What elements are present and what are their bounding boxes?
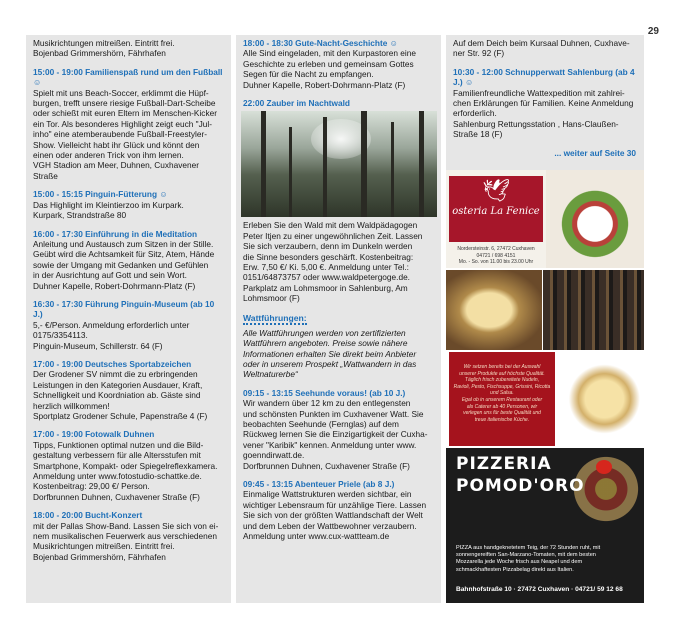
event-list (243, 38, 435, 90)
event-text-line: sowie der Umgang mit Gedanken und Gefühlen (33, 259, 209, 270)
event-text-line: Smartphone, Kompakt- oder Spiegelreflexkamera. (33, 460, 218, 471)
event-text-line: Einmalige Wattstrukturen werden sichtbar, ein (243, 489, 412, 500)
event-text-line: Show. Vielleicht habt ihr Glück und könnt den (33, 139, 200, 150)
event-title: 09:15 - 13:15 Seehunde voraus! (ab 10 J.) (243, 387, 406, 398)
event-item (33, 189, 225, 220)
watt-intro-line: Wattführern angeboten. Preise sowie nähere (243, 338, 408, 349)
event-item (243, 38, 435, 90)
event-text-line: chen Erklärungen für Familien. Keine Anmeldung (453, 98, 634, 109)
event-text-line: burgen, trefft unsere riesige Fußball-Dart-Scheibe (33, 98, 216, 109)
event-text-line: wichtiger Lebensraum für unzählige Tiere. Lassen (243, 499, 427, 510)
event-text-line: goenndirwatt.de. (243, 450, 305, 461)
pizzeria-text-line: Mozzarella jede Woche frisch aus Neapel und dem (456, 559, 583, 566)
event-item (33, 67, 225, 181)
event-text-line: ein Tor. Als besonderes Highlight zeigt euch "Jul- (33, 118, 212, 129)
event-text-line: VGH Stadion am Meer, Duhnen, Cuxhavener (33, 160, 200, 171)
event-text-line: Kurpark, Strandstraße 80 (33, 210, 127, 221)
page-number: 29 (647, 26, 659, 37)
event-text-line: Erleben Sie den Wald mit dem Waldpädagogen (243, 220, 418, 231)
event-title: 22:00 Zauber im Nachtwald (243, 98, 350, 109)
event-text-line: Segen für die Nacht zu empfangen. (243, 69, 374, 80)
food-photo (546, 170, 644, 268)
event-text-line: inho" eine atemberaubende Fußball-Freestyler- (33, 129, 208, 140)
pizzeria-address: Bahnhofstraße 10 · 27472 Cuxhaven · 04721/ 59 12 68 (456, 586, 623, 593)
event-text-line: Straße (33, 170, 58, 181)
ad-osteria-text (446, 352, 644, 448)
pizzeria-text-line: schmackhaftesten Pizzabelag direkt aus Italien. (456, 566, 574, 573)
event-text-line: und dem Leben der Wattbewohner verzaubern. (243, 520, 417, 531)
event-text-line: Straße 18 (F) (453, 129, 503, 140)
forest-photo (241, 111, 437, 217)
event-title: 17:00 - 19:00 Deutsches Sportabzeichen (33, 358, 192, 369)
event-title: 15:00 - 19:00 Familienspaß rund um den Fußball ☺ (33, 66, 223, 88)
osteria-text-line: als Caterer ab 40 Personen, wir (466, 403, 538, 410)
event-text-line: 0175/3354113. (33, 330, 88, 341)
watt-intro-line: Informationen erhalten Sie direkt beim Anbieter (243, 348, 417, 359)
event-item (33, 229, 225, 291)
event-text-line: Dorfbrunnen Duhnen, Cuxhavener Straße (F) (243, 460, 410, 471)
event-list (243, 388, 435, 542)
osteria-text-line: Ravioli, Pesto, Fischsuppe, Grissini, Ricotta (453, 383, 551, 390)
event-text-line: Wir wandern über 12 km zu den entlegensten (243, 398, 411, 409)
osteria-text-line: treue italienische Küche. (474, 416, 530, 423)
section-heading-wattfuehrungen: Wattführungen: (243, 312, 307, 323)
continued-link[interactable]: ... weiter auf Seite 30 (554, 147, 636, 158)
osteria-text-line: unserer Produkte auf höchste Qualität. (459, 370, 545, 377)
event-text-line: Duhner Kapelle, Robert-Dohrmann-Platz (F) (33, 280, 196, 291)
event-text-line: Sahlenburg Rettungsstation , Hans-Claußen- (453, 118, 619, 129)
osteria-name: osteria La Fenice (452, 206, 540, 217)
watt-intro-line: Alle Wattführungen werden von zertifizierten (243, 327, 406, 338)
osteria-text-line: Täglich frisch zubereitete Nudeln, (464, 377, 540, 384)
osteria-logo (449, 176, 543, 242)
event-text-line: 5,- €/Person. Anmeldung erforderlich unter (33, 319, 190, 330)
event-text-line: Parkplatz am Lohmsmoor in Sahlenburg, Am (243, 282, 408, 293)
ad-photos (446, 270, 644, 350)
intro-block: Auf dem Deich beim Kursaal Duhnen, Cuxhave- ner Str. 92 (F) (453, 38, 630, 59)
ad-block (446, 170, 644, 603)
ad-pizzeria (446, 448, 644, 603)
event-text-line: Kostenbeitrag: 29,00 €/ Person. (33, 481, 150, 492)
wine-bottles-photo (543, 270, 644, 350)
event-night-forest (243, 98, 435, 304)
column-1 (26, 35, 231, 603)
event-text-line: Sportplatz Grodener Schule, Papenstraße 4 (F) (33, 411, 208, 421)
event-text-line: Bojenbad Grimmershörn, Fährhafen (33, 551, 166, 562)
pasta-dish-photo (556, 352, 644, 446)
event-text-line: gestaltung verbessern für alle Altersstufen mit (33, 450, 201, 461)
event-title: 18:00 - 20:00 Bucht-Konzert (33, 510, 143, 521)
event-item (33, 359, 225, 421)
event-text-line: Rückweg lernen Sie die Einzigartigkeit der Cuxha- (243, 429, 428, 440)
event-text-line: beobachten Seehunde (Fernglas) auf dem (243, 418, 399, 429)
event-text-line: Tipps, Funktionen optimal nutzen und die Bild- (33, 439, 204, 450)
event-item (453, 67, 638, 140)
event-text-line: Spielt mit uns Beach-Soccer, erklimmt die Hüpf- (33, 87, 209, 98)
event-text-line: Erw. 7,50 €/ Ki. 5,00 €. Anmeldung unter Tel.: (243, 262, 409, 273)
event-text-line: nem musikalischen Feuerwerk aus verschiedenen (33, 531, 218, 542)
pizzeria-text-line: sonnengereiften San-Marzano-Tomaten, mit dem besten (456, 552, 596, 559)
event-text-line: Peter Itjen zu einer ungewöhnlichen Zeit. Lassen (243, 230, 423, 241)
event-title: 16:30 - 17:30 Führung Pinguin-Museum (ab 10 J.) (33, 298, 215, 320)
event-title: 18:00 - 18:30 Gute-Nacht-Geschichte ☺ (243, 38, 399, 48)
event-list (453, 67, 638, 140)
event-item (33, 510, 225, 562)
intro-block: Musikrichtungen mitreißen. Eintritt frei. Bojenbad Grimmershörn, Fährhafen (33, 38, 175, 59)
event-text-line: einen oder anderen Trick von ihm lernen. (33, 150, 184, 161)
event-text-line: und schönsten Punkten im Cuxhavener Watt. Sie (243, 408, 424, 419)
event-text-line: 0151/64873757 oder www.waldpetergoge.de. (243, 272, 410, 283)
event-text-line: Anleitung und Austausch zum Sitzen in der Stille. (33, 238, 214, 249)
event-item (33, 299, 225, 351)
osteria-info: Nordersteinstr. 6, 27472 Cuxhaven 04721 / 698 4151 Mo. - So. von 11.00 bis 23.00 Uhr (457, 246, 535, 265)
event-text-line: Leistungen in den Kategorien Ausdauer, Kraft, (33, 379, 203, 390)
event-title: 15:00 - 15:15 Pinguin-Fütterung ☺ (33, 189, 168, 200)
pizzeria-title: PIZZERIA (456, 454, 552, 474)
osteria-text-line: verlegen uns für beste Qualität und (463, 410, 541, 417)
event-item (243, 479, 435, 541)
event-text-line: in der Ausrichtung auf Gott und sein Wort. (33, 270, 187, 281)
osteria-text-line: Wir setzen bereits bei der Auswahl (463, 364, 541, 370)
event-text-line: Sie sich von der größten Wattlandschaft der Welt (243, 510, 423, 521)
event-title: 09:45 - 13:15 Abenteuer Priele (ab 8 J.) (243, 478, 395, 489)
event-text-line: die Sinne besonders geschärft. Kostenbeitrag: (243, 251, 414, 262)
event-text-line: Anmeldung unter www.fotostudio-schattke.de. (33, 471, 202, 482)
pasta-photo (446, 270, 542, 350)
watt-intro-line: oder in unserem Prospekt „Wattwandern in das (243, 358, 417, 369)
event-text-line: herzlich willkommen! (33, 400, 110, 411)
watt-intro (243, 328, 435, 380)
event-text-line: Geübt wird die Achtsamkeit für Sitz, Atem, Hände (33, 249, 215, 260)
pizzeria-name: POMOD'ORO (456, 476, 585, 496)
event-list (33, 67, 225, 562)
watt-intro-line: Weltnaturerbe“ (243, 369, 298, 380)
event-title: 17:00 - 19:00 Fotowalk Duhnen (33, 429, 155, 440)
event-title: 16:00 - 17:30 Einführung in die Meditation (33, 228, 198, 239)
pizzeria-text-line: PIZZA aus handgeknetetem Teig, der 72 Stunden ruht, mit (456, 545, 601, 551)
event-text-line: Familienfreundliche Wattexpedition mit zahlrei- (453, 87, 625, 98)
event-text-line: Schnelligkeit und Koordniation ab. Gäste sind (33, 390, 201, 401)
osteria-text-line: und Salsa. (490, 390, 514, 397)
event-text-line: Der Grodener SV nimmt die zu erbringenden (33, 369, 198, 380)
event-text-line: oder schießt mit euren Eltern im Menschen-Kicker (33, 108, 217, 119)
column-2 (236, 35, 441, 603)
event-text-line: erforderlich. (453, 108, 497, 119)
event-text-line: Anmeldung unter www.cux-wattteam.de (243, 531, 390, 541)
event-text-line: Geschichte zu erleben und gemeinsam Gottes (243, 58, 414, 69)
event-text-line: mit der Pallas Show-Band. Lassen Sie sich von ei- (33, 520, 219, 531)
pizzeria-description (456, 545, 636, 574)
event-title: 10:30 - 12:00 Schnupperwatt Sahlenburg (ab 4 J.) ☺ (453, 66, 635, 88)
ad-osteria (446, 170, 644, 268)
event-text-line: Musikrichtungen mitreißen. Eintritt frei. (33, 541, 175, 552)
event-item (243, 388, 435, 471)
event-text-line: Sie sich verzaubern, denn im Dunkeln werden (243, 241, 413, 252)
event-text-line: Pinguin-Museum, Schillerstr. 64 (F) (33, 340, 163, 351)
event-text-line: Das Highlight im Kleintierzoo im Kurpark. (33, 199, 184, 210)
osteria-text-line: Egal ob in unserem Restaurant oder (461, 396, 543, 403)
event-text-line: Lohmsmoor (F) (243, 293, 300, 304)
osteria-description (449, 352, 555, 446)
tomato-icon (596, 460, 612, 474)
event-text-line: vener "Karibik" kennen. Anmeldung unter www. (243, 439, 417, 450)
phoenix-icon: 🕊 (482, 178, 510, 203)
event-text-line: Dorfbrunnen Duhnen, Cuxhavener Straße (F) (33, 491, 200, 502)
event-text-line: Duhner Kapelle, Robert-Dohrmann-Platz (F) (243, 79, 406, 90)
event-text-line: Alle Sind eingeladen, mit den Kurpastoren eine (243, 48, 416, 59)
event-item (33, 429, 225, 502)
